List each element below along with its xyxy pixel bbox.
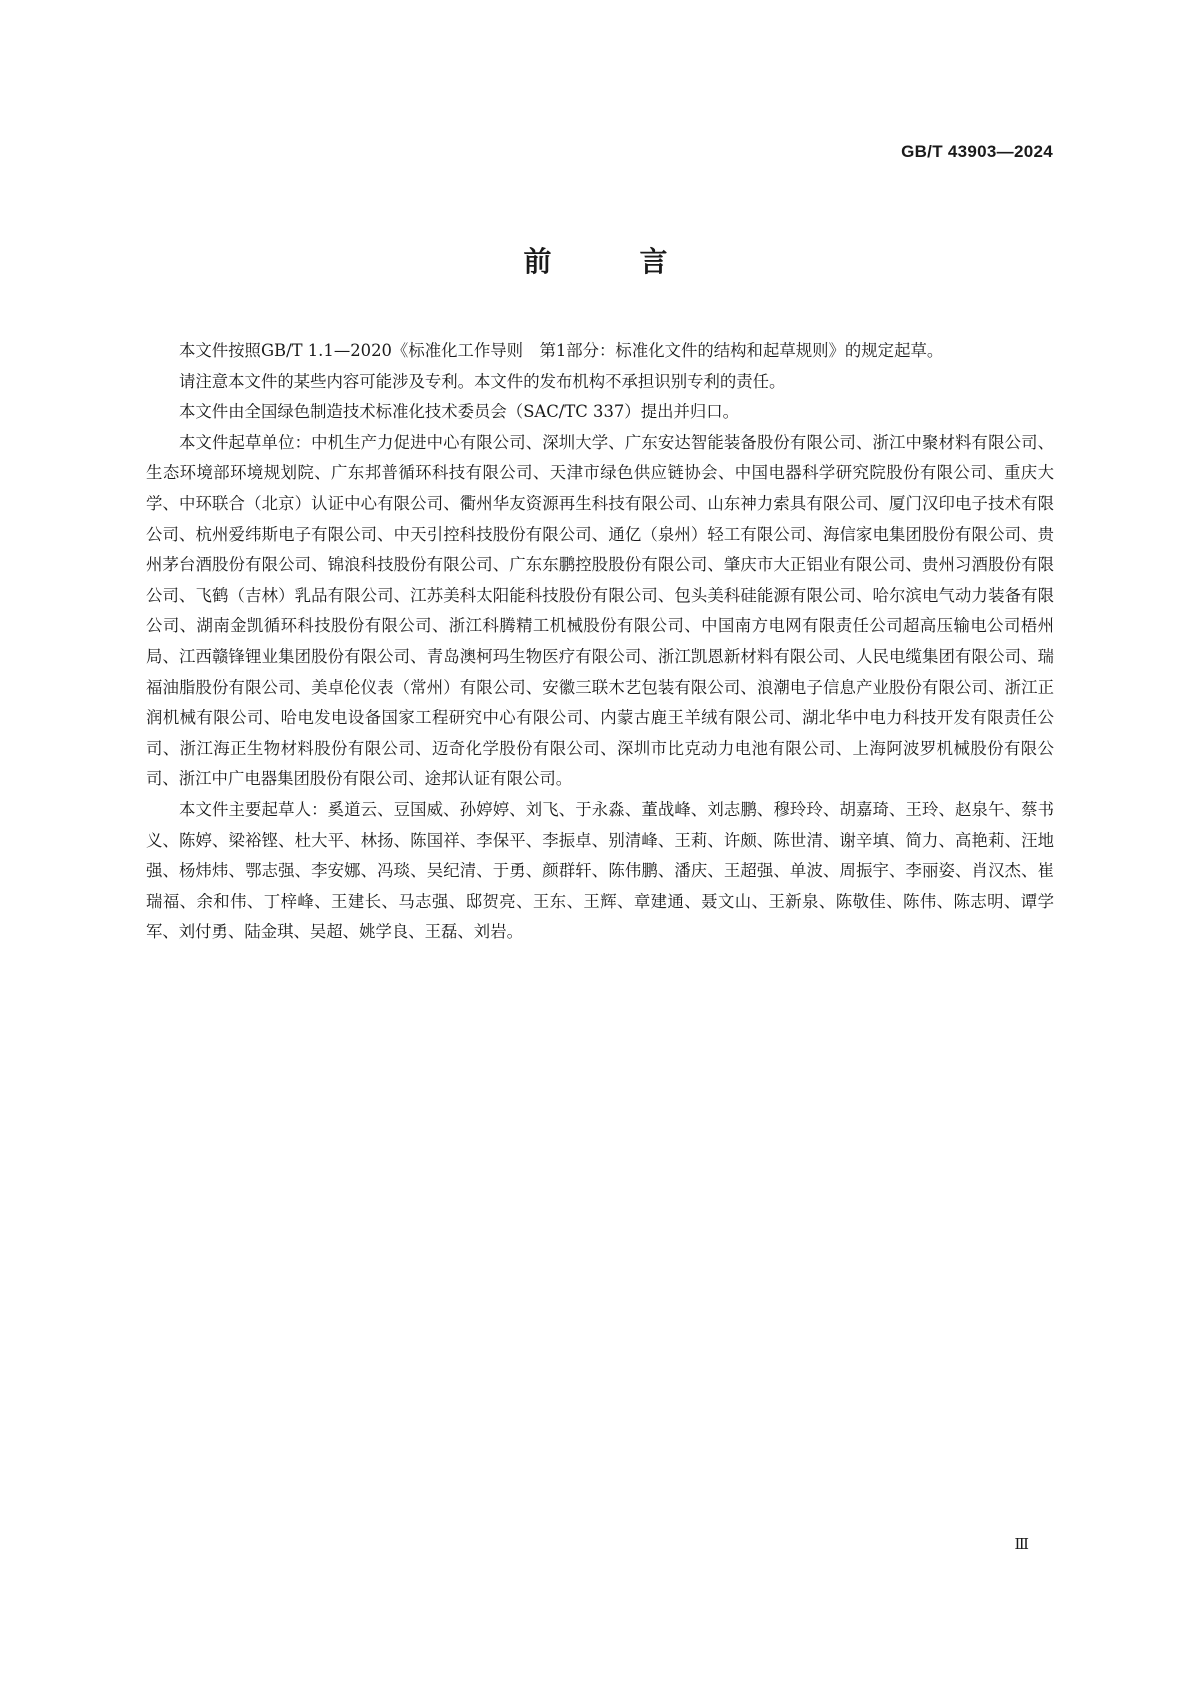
paragraph-proposer: 本文件由全国绿色制造技术标准化技术委员会（SAC/TC 337）提出并归口。 [179, 402, 740, 422]
document-code: GB/T 43903—2024 [901, 142, 1053, 161]
page-title: 前 言 [523, 245, 698, 278]
page-number: Ⅲ [1014, 1535, 1029, 1553]
foreword-body [146, 336, 1054, 948]
paragraph-drafters: 本文件主要起草人：奚道云、豆国威、孙婷婷、刘飞、于永淼、董战峰、刘志鹏、穆玲玲、胡嘉琦、王玲、赵泉午、蔡书义、陈婷、梁裕铿、杜大平、林扬、陈国祥、李保平、李振卓、别清峰、王莉、许颇、陈世清、谢辛填、简力、高艳莉、汪地强、杨炜炜、鄂志强、李安娜、冯琰、吴纪清、于勇、颜群轩、陈伟鹏、潘庆、王超强、单波、周振宇、李丽姿、肖汉杰、崔瑞福、余和伟、丁梓峰、王建长、马志强、邸贺亮、王东、王辉、章建通、聂文山、王新泉、陈敬佳、陈伟、陈志明、谭学军、刘付勇、陆金琪、吴超、姚学良、王磊、刘岩。 [146, 799, 1054, 942]
paragraph-drafting-organizations: 本文件起草单位：中机生产力促进中心有限公司、深圳大学、广东安达智能装备股份有限公司、浙江中聚材料有限公司、生态环境部环境规划院、广东邦普循环科技有限公司、天津市绿色供应链协会、中国电器科学研究院股份有限公司、重庆大学、中环联合（北京）认证中心有限公司、衢州华友资源再生科技有限公司、山东神力索具有限公司、厦门汉印电子技术有限公司、杭州爱纬斯电子有限公司、中天引控科技股份有限公司、通亿（泉州）轻工有限公司、海信家电集团股份有限公司、贵州茅台酒股份有限公司、锦浪科技股份有限公司、广东东鹏控股股份有限公司、肇庆市大正铝业有限公司、贵州习酒股份有限公司、飞鹤（吉林）乳品有限公司、江苏美科太阳能科技股份有限公司、包头美科硅能源有限公司、哈尔滨电气动力装备有限公司、湖南金凯循环科技股份有限公司、浙江科腾精工机械股份有限公司、中国南方电网有限责任公司超高压输电公司梧州局、江西赣锋锂业集团股份有限公司、青岛澳柯玛生物医疗有限公司、浙江凯恩新材料有限公司、人民电缆集团有限公司、瑞福油脂股份有限公司、美卓伦仪表（常州）有限公司、安徽三联木艺包装有限公司、浪潮电子信息产业股份有限公司、浙江正润机械有限公司、哈电发电设备国家工程研究中心有限公司、内蒙古鹿王羊绒有限公司、湖北华中电力科技开发有限责任公司、浙江海正生物材料股份有限公司、迈奇化学股份有限公司、深圳市比克动力电池有限公司、上海阿波罗机械股份有限公司、浙江中广电器集团股份有限公司、途邦认证有限公司。 [146, 432, 1054, 789]
paragraph-drafting-rules: 本文件按照GB/T 1.1—2020《标准化工作导则 第1部分：标准化文件的结构和起草规则》的规定起草。 [179, 341, 944, 360]
paragraph-patent-notice: 请注意本文件的某些内容可能涉及专利。本文件的发布机构不承担识别专利的责任。 [179, 371, 786, 391]
